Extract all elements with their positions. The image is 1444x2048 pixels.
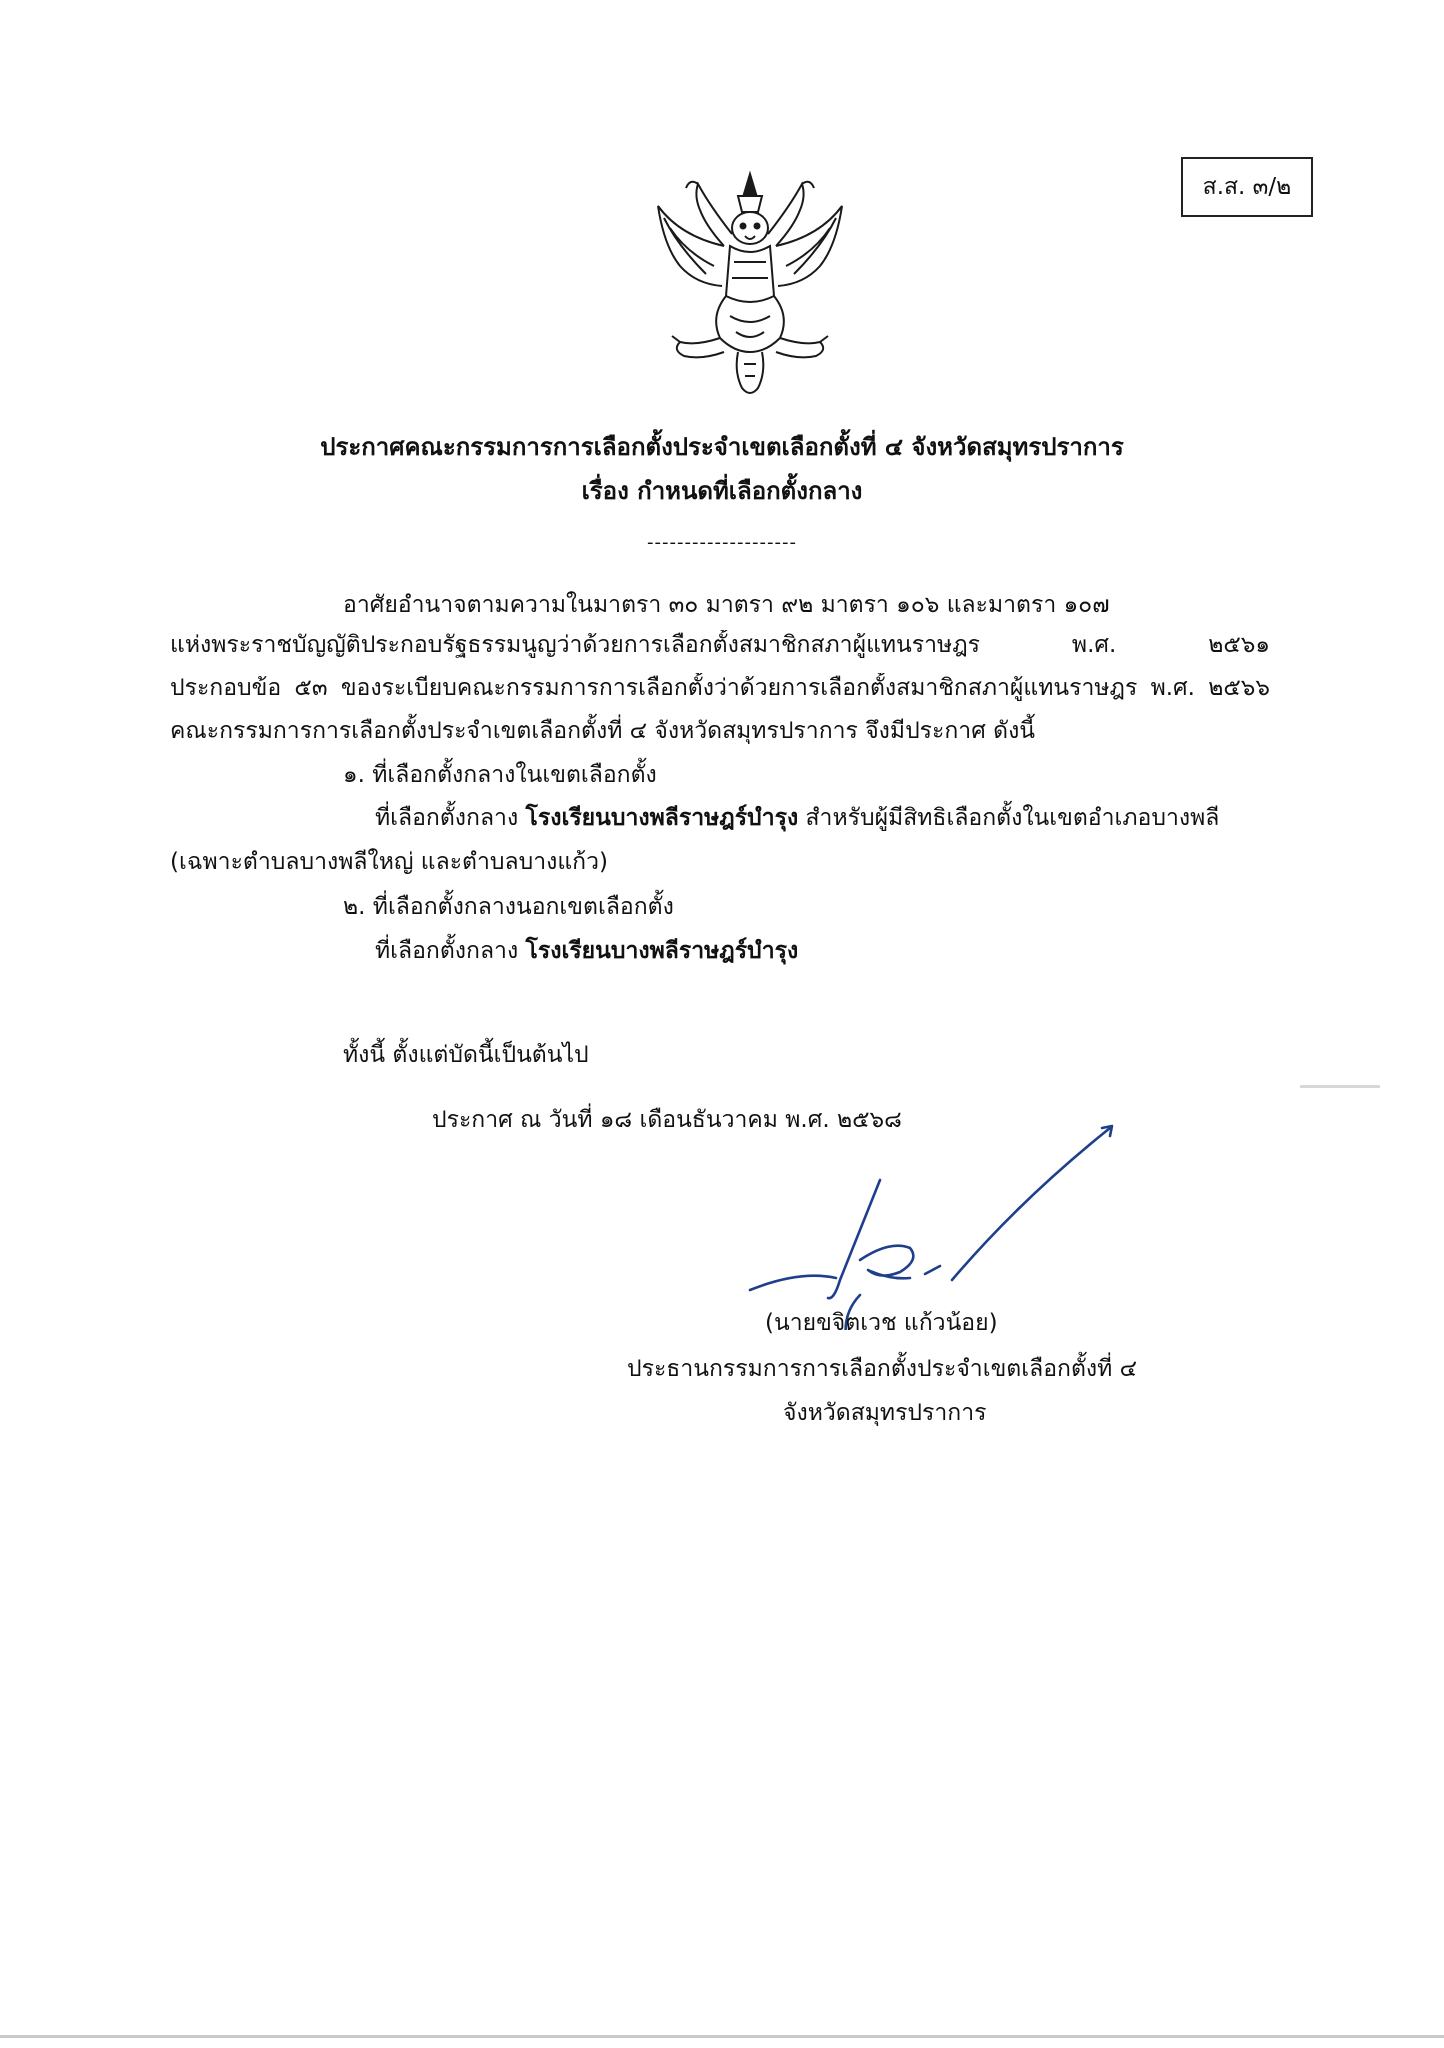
announcement-date: ประกาศ ณ วันที่ ๑๘ เดือนธันวาคม พ.ศ. ๒๕๖๘: [432, 1107, 902, 1133]
announcement-subject: เรื่อง กำหนดที่เลือกตั้งกลาง: [581, 477, 863, 505]
garuda-emblem-icon: [650, 166, 850, 406]
item2-school-name: โรงเรียนบางพลีราษฎร์บำรุง: [525, 938, 799, 964]
item1-school-name: โรงเรียนบางพลีราษฎร์บำรุง: [525, 805, 799, 831]
paragraph-line: แห่งพระราชบัญญัติประกอบรัฐธรรมนูญว่าด้วยการเลือกตั้งสมาชิกสภาผู้แทนราษฎร พ.ศ. ๒๕๖๑: [170, 632, 1270, 658]
announcement-title: ประกาศคณะกรรมการการเลือกตั้งประจำเขตเลือกตั้งที่ ๔ จังหวัดสมุทรปราการ: [320, 433, 1124, 461]
item2-prefix: ที่เลือกตั้งกลาง: [375, 938, 519, 964]
paragraph-line: อาศัยอำนาจตามความในมาตรา ๓๐ มาตรา ๙๒ มาตรา ๑๐๖ และมาตรา ๑๐๗: [343, 592, 1110, 618]
item1-prefix: ที่เลือกตั้งกลาง: [375, 805, 519, 831]
signatory-province: จังหวัดสมุทรปราการ: [783, 1400, 987, 1426]
effective-statement: ทั้งนี้ ตั้งแต่บัดนี้เป็นต้นไป: [343, 1042, 589, 1068]
scan-artifact: [1300, 1085, 1380, 1088]
signatory-position: ประธานกรรมการการเลือกตั้งประจำเขตเลือกตั้งที่ ๔: [627, 1356, 1137, 1382]
page-edge: [0, 2035, 1444, 2038]
item2-location-line: [375, 936, 798, 966]
item1-note: (เฉพาะตำบลบางพลีใหญ่ และตำบลบางแก้ว): [170, 849, 608, 875]
item1-location-line: [375, 803, 1219, 833]
paragraph-line: คณะกรรมการการเลือกตั้งประจำเขตเลือกตั้งที่ ๔ จังหวัดสมุทรปราการ จึงมีประกาศ ดังนี้: [170, 718, 1036, 744]
item1-heading: ๑. ที่เลือกตั้งกลางในเขตเลือกตั้ง: [343, 762, 657, 788]
signatory-name: (นายขจิตเวช แก้วน้อย): [765, 1310, 998, 1336]
item1-suffix: สำหรับผู้มีสิทธิเลือกตั้งในเขตอำเภอบางพลี: [805, 805, 1220, 831]
document-reference-code: ส.ส. ๓/๒: [1181, 157, 1313, 217]
item2-heading: ๒. ที่เลือกตั้งกลางนอกเขตเลือกตั้ง: [343, 894, 674, 920]
handwritten-signature: [740, 1120, 1140, 1330]
title-separator: --------------------: [647, 532, 797, 553]
paragraph-line: ประกอบข้อ ๕๓ ของระเบียบคณะกรรมการการเลือกตั้งว่าด้วยการเลือกตั้งสมาชิกสภาผู้แทนราษฎร พ.ศ. ๒๕๖๖: [170, 675, 1270, 701]
